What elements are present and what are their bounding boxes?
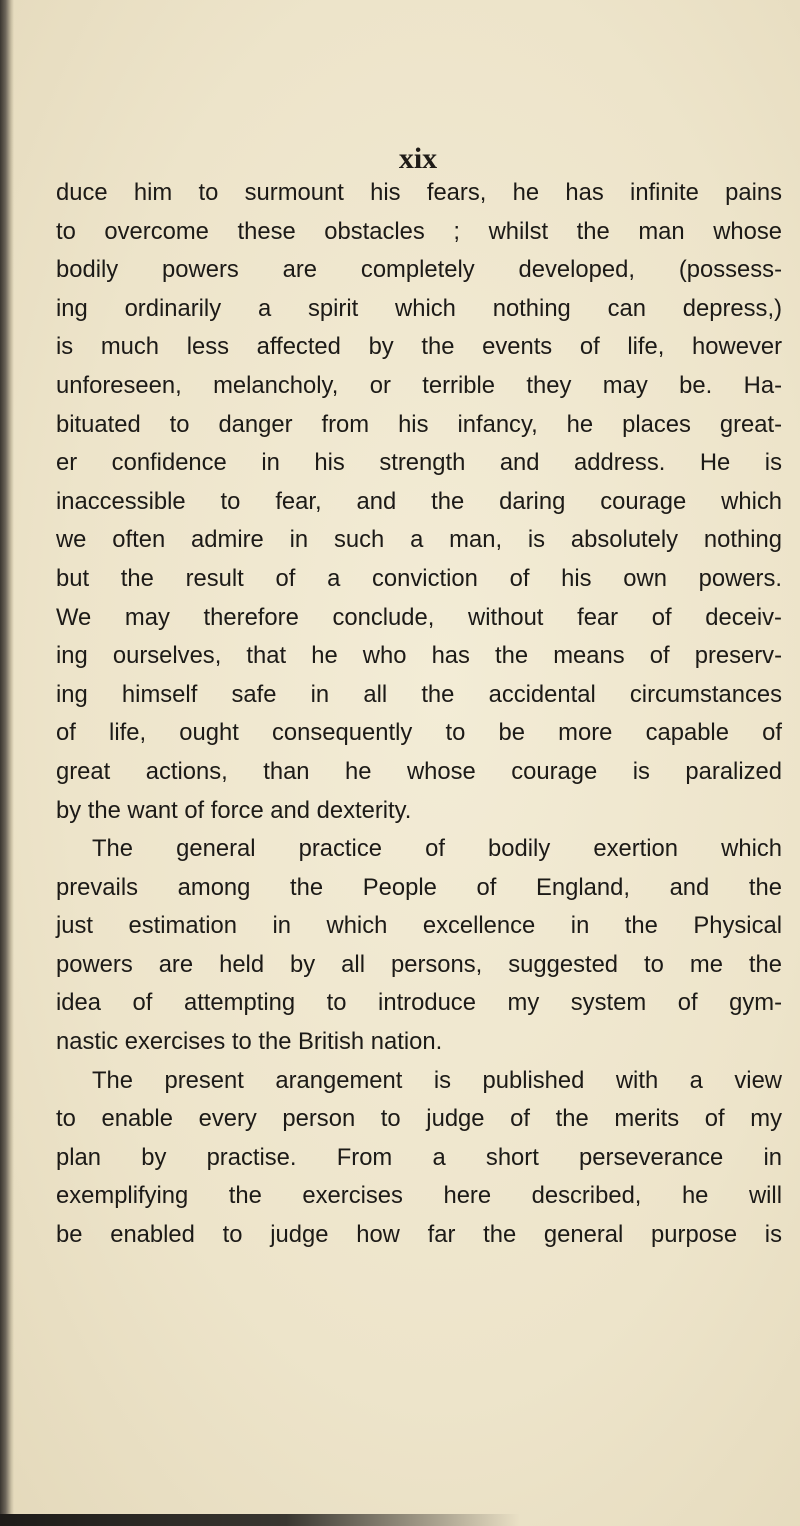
text-line: just estimation in which excellence in the Physical	[56, 912, 782, 940]
text-line: We may therefore conclude, without fear of deceiv-	[56, 603, 782, 631]
text-line: ing ordinarily a spirit which nothing can depress,)	[56, 294, 782, 322]
text-line: by the want of force and dexterity.	[56, 796, 412, 824]
text-line: to enable every person to judge of the merits of my	[56, 1105, 782, 1133]
text-line: but the result of a conviction of his own powers.	[56, 564, 782, 592]
text-line: to overcome these obstacles ; whilst the man whose	[56, 217, 782, 245]
text-line: The present arangement is published with a view	[92, 1066, 782, 1094]
text-line: nastic exercises to the British nation.	[56, 1028, 443, 1056]
text-line: great actions, than he whose courage is paralized	[56, 757, 782, 785]
text-line: prevails among the People of England, and the	[56, 873, 782, 901]
text-line: exemplifying the exercises here described, he will	[56, 1182, 782, 1210]
page-gutter-shadow	[0, 0, 14, 1526]
text-line: inaccessible to fear, and the daring courage which	[56, 487, 782, 515]
text-line: duce him to surmount his fears, he has infinite pains	[56, 179, 782, 206]
text-line: we often admire in such a man, is absolutely nothing	[56, 526, 782, 554]
text-line: idea of attempting to introduce my system of gym-	[56, 989, 782, 1017]
text-line: ing ourselves, that he who has the means of preserv-	[56, 642, 782, 670]
page-bottom-edge	[0, 1514, 520, 1526]
text-line: is much less affected by the events of life, however	[56, 333, 782, 361]
text-line: bodily powers are completely developed, (possess-	[56, 256, 782, 284]
body-text	[56, 174, 782, 1255]
text-line: of life, ought consequently to be more capable of	[56, 719, 782, 747]
text-line: plan by practise. From a short perseverance in	[56, 1143, 782, 1171]
text-line: unforeseen, melancholy, or terrible they may be. Ha-	[56, 371, 782, 399]
text-line: be enabled to judge how far the general purpose is	[56, 1221, 782, 1249]
text-line: The general practice of bodily exertion which	[92, 835, 782, 863]
text-line: bituated to danger from his infancy, he places great-	[56, 410, 782, 438]
text-line: er confidence in his strength and address. He is	[56, 449, 782, 477]
text-line: ing himself safe in all the accidental circumstances	[56, 680, 782, 708]
text-line: powers are held by all persons, suggested to me the	[56, 950, 782, 978]
page-number: xix	[398, 142, 438, 175]
